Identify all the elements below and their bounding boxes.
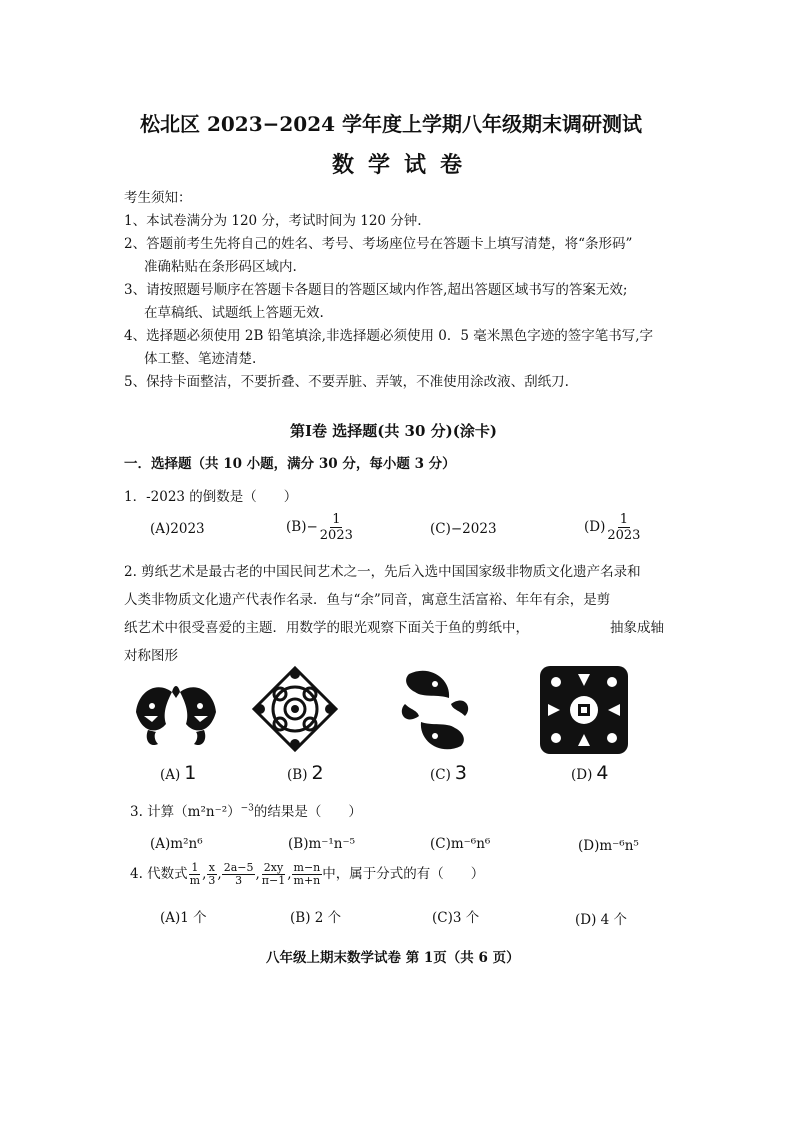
page-title: 松北区 2023−2024 学年度上学期八年级期末调研测试 [140, 112, 643, 136]
q1-option-b [286, 512, 355, 543]
handwritten-mark: 4 [596, 762, 609, 784]
q4-stem: 4. 代数式 $\frac{1}{m}$ , $\frac{x}{3}$ , $\frac{2a-5}{3}$ , $\frac{2xy}{\pi-1}$ , $\frac{m-n}{m+n}$ 中，属于分式的有（ ） [130, 861, 485, 887]
notice-heading: 考生须知： [124, 190, 192, 206]
notice-line: 2、答题前考生先将自己的姓名、考号、考场座位号在答题卡上填写清楚，将“条形码” [124, 236, 633, 252]
q4-option-b: (B) 2 个 [290, 910, 342, 926]
q1-option-d-prefix: (D) [584, 519, 606, 535]
q4-frac-num: 1 [191, 861, 199, 874]
q3-stem-exponent: −3 [240, 803, 254, 814]
q3-option-d: (D)m⁻⁶n⁵ [578, 838, 639, 854]
q4-option-c: (C)3 个 [432, 910, 480, 926]
q4-stem-suffix: 中，属于分式的有（ ） [322, 866, 485, 882]
q1-stem: 1．-2023 的倒数是（ ） [124, 489, 298, 505]
q4-option-d: (D) 4 个 [575, 912, 628, 928]
q4-option-a: (A)1 个 [160, 910, 207, 926]
handwritten-mark: 2 [311, 762, 324, 784]
fish-paper-cut-a [128, 672, 224, 750]
notice-line: 4、选择题必须使用 2B 铅笔填涂,非选择题必须使用 0．5 毫米黑色字迹的签字笔书写,字 [124, 328, 654, 344]
q1-b-numerator: 1 [332, 512, 341, 527]
q1-option-a: (A)2023 [150, 521, 205, 537]
q4-frac-den: 3 [208, 874, 216, 887]
q4-frac-den: π−1 [261, 874, 286, 887]
q3-stem [130, 800, 362, 820]
q1-option-d [584, 512, 642, 543]
fish-paper-cut-d [538, 664, 630, 756]
q2-option-d [571, 762, 608, 784]
q2-line: 2. 剪纸艺术是最古老的中国民间艺术之一，先后入选中国国家级非物质文化遗产名录和 [124, 564, 641, 580]
q4-frac-den: m [189, 874, 201, 887]
q4-frac-den: 3 [235, 874, 243, 887]
q1-option-c: (C)−2023 [430, 521, 497, 537]
q3-option-b: (B)m⁻¹n⁻⁵ [288, 836, 356, 852]
part-title: 一．选择题（共 10 小题，满分 30 分，每小题 3 分） [124, 456, 456, 472]
fish-paper-cut-c [395, 664, 475, 756]
page-subtitle: 数学试卷 [332, 152, 477, 178]
q2-line: 对称图形 [124, 648, 178, 664]
q2-line: 人类非物质文化遗产代表作名录．鱼与“余”同音，寓意生活富裕、年年有余，是剪 [124, 592, 611, 608]
handwritten-mark: 3 [454, 762, 467, 784]
q4-frac-den: m+n [293, 874, 321, 887]
notice-line: 3、请按照题号顺序在答题卡各题目的答题区域内作答,超出答题区域书写的答案无效; [124, 282, 628, 298]
notice-line: 准确粘贴在条形码区域内. [144, 259, 297, 275]
q1-d-numerator: 1 [619, 512, 629, 527]
q4-frac-num: m−n [293, 861, 321, 874]
q4-stem-prefix: 4. 代数式 [130, 866, 188, 882]
q3-stem-suffix: 的结果是（ ） [253, 804, 362, 820]
q1-b-denominator: 2023 [319, 528, 353, 543]
q3-option-c: (C)m⁻⁶n⁶ [430, 836, 491, 852]
q2-option-a-label: (A) [160, 767, 181, 783]
fish-paper-cut-b [250, 664, 340, 754]
q4-frac-num: 2a−5 [223, 861, 254, 874]
section-title: 第Ⅰ卷 选择题(共 30 分)(涂卡) [290, 422, 497, 440]
q2-option-d-label: (D) [571, 767, 593, 783]
q3-option-a: (A)m²n⁶ [150, 836, 203, 852]
q1-option-b-prefix: (B)− [286, 519, 318, 535]
q2-option-c [430, 762, 467, 784]
page-footer: 八年级上期末数学试卷 第 1页（共 6 页） [266, 950, 520, 966]
q2-line: 纸艺术中很受喜爱的主题．用数学的眼光观察下面关于鱼的剪纸中， [124, 620, 529, 636]
notice-line: 体工整、笔迹清楚. [144, 351, 257, 367]
q1-d-denominator: 2023 [607, 528, 641, 543]
q4-frac-num: 2xy [263, 861, 284, 874]
q2-option-c-label: (C) [430, 767, 451, 783]
q2-option-a [160, 762, 196, 784]
q2-option-b-label: (B) [287, 767, 308, 783]
notice-line: 1、本试卷满分为 120 分，考试时间为 120 分钟. [124, 213, 422, 229]
notice-line: 5、保持卡面整洁，不要折叠、不要弄脏、弄皱，不准使用涂改液、刮纸刀. [124, 374, 569, 390]
q3-stem-prefix: 3. 计算（m²n⁻²） [130, 804, 241, 820]
handwritten-mark: 1 [184, 762, 197, 784]
q2-line: 抽象成轴 [610, 620, 664, 636]
q2-option-b [287, 762, 324, 784]
notice-line: 在草稿纸、试题纸上答题无效. [144, 305, 324, 321]
q4-frac-num: x [208, 861, 216, 874]
